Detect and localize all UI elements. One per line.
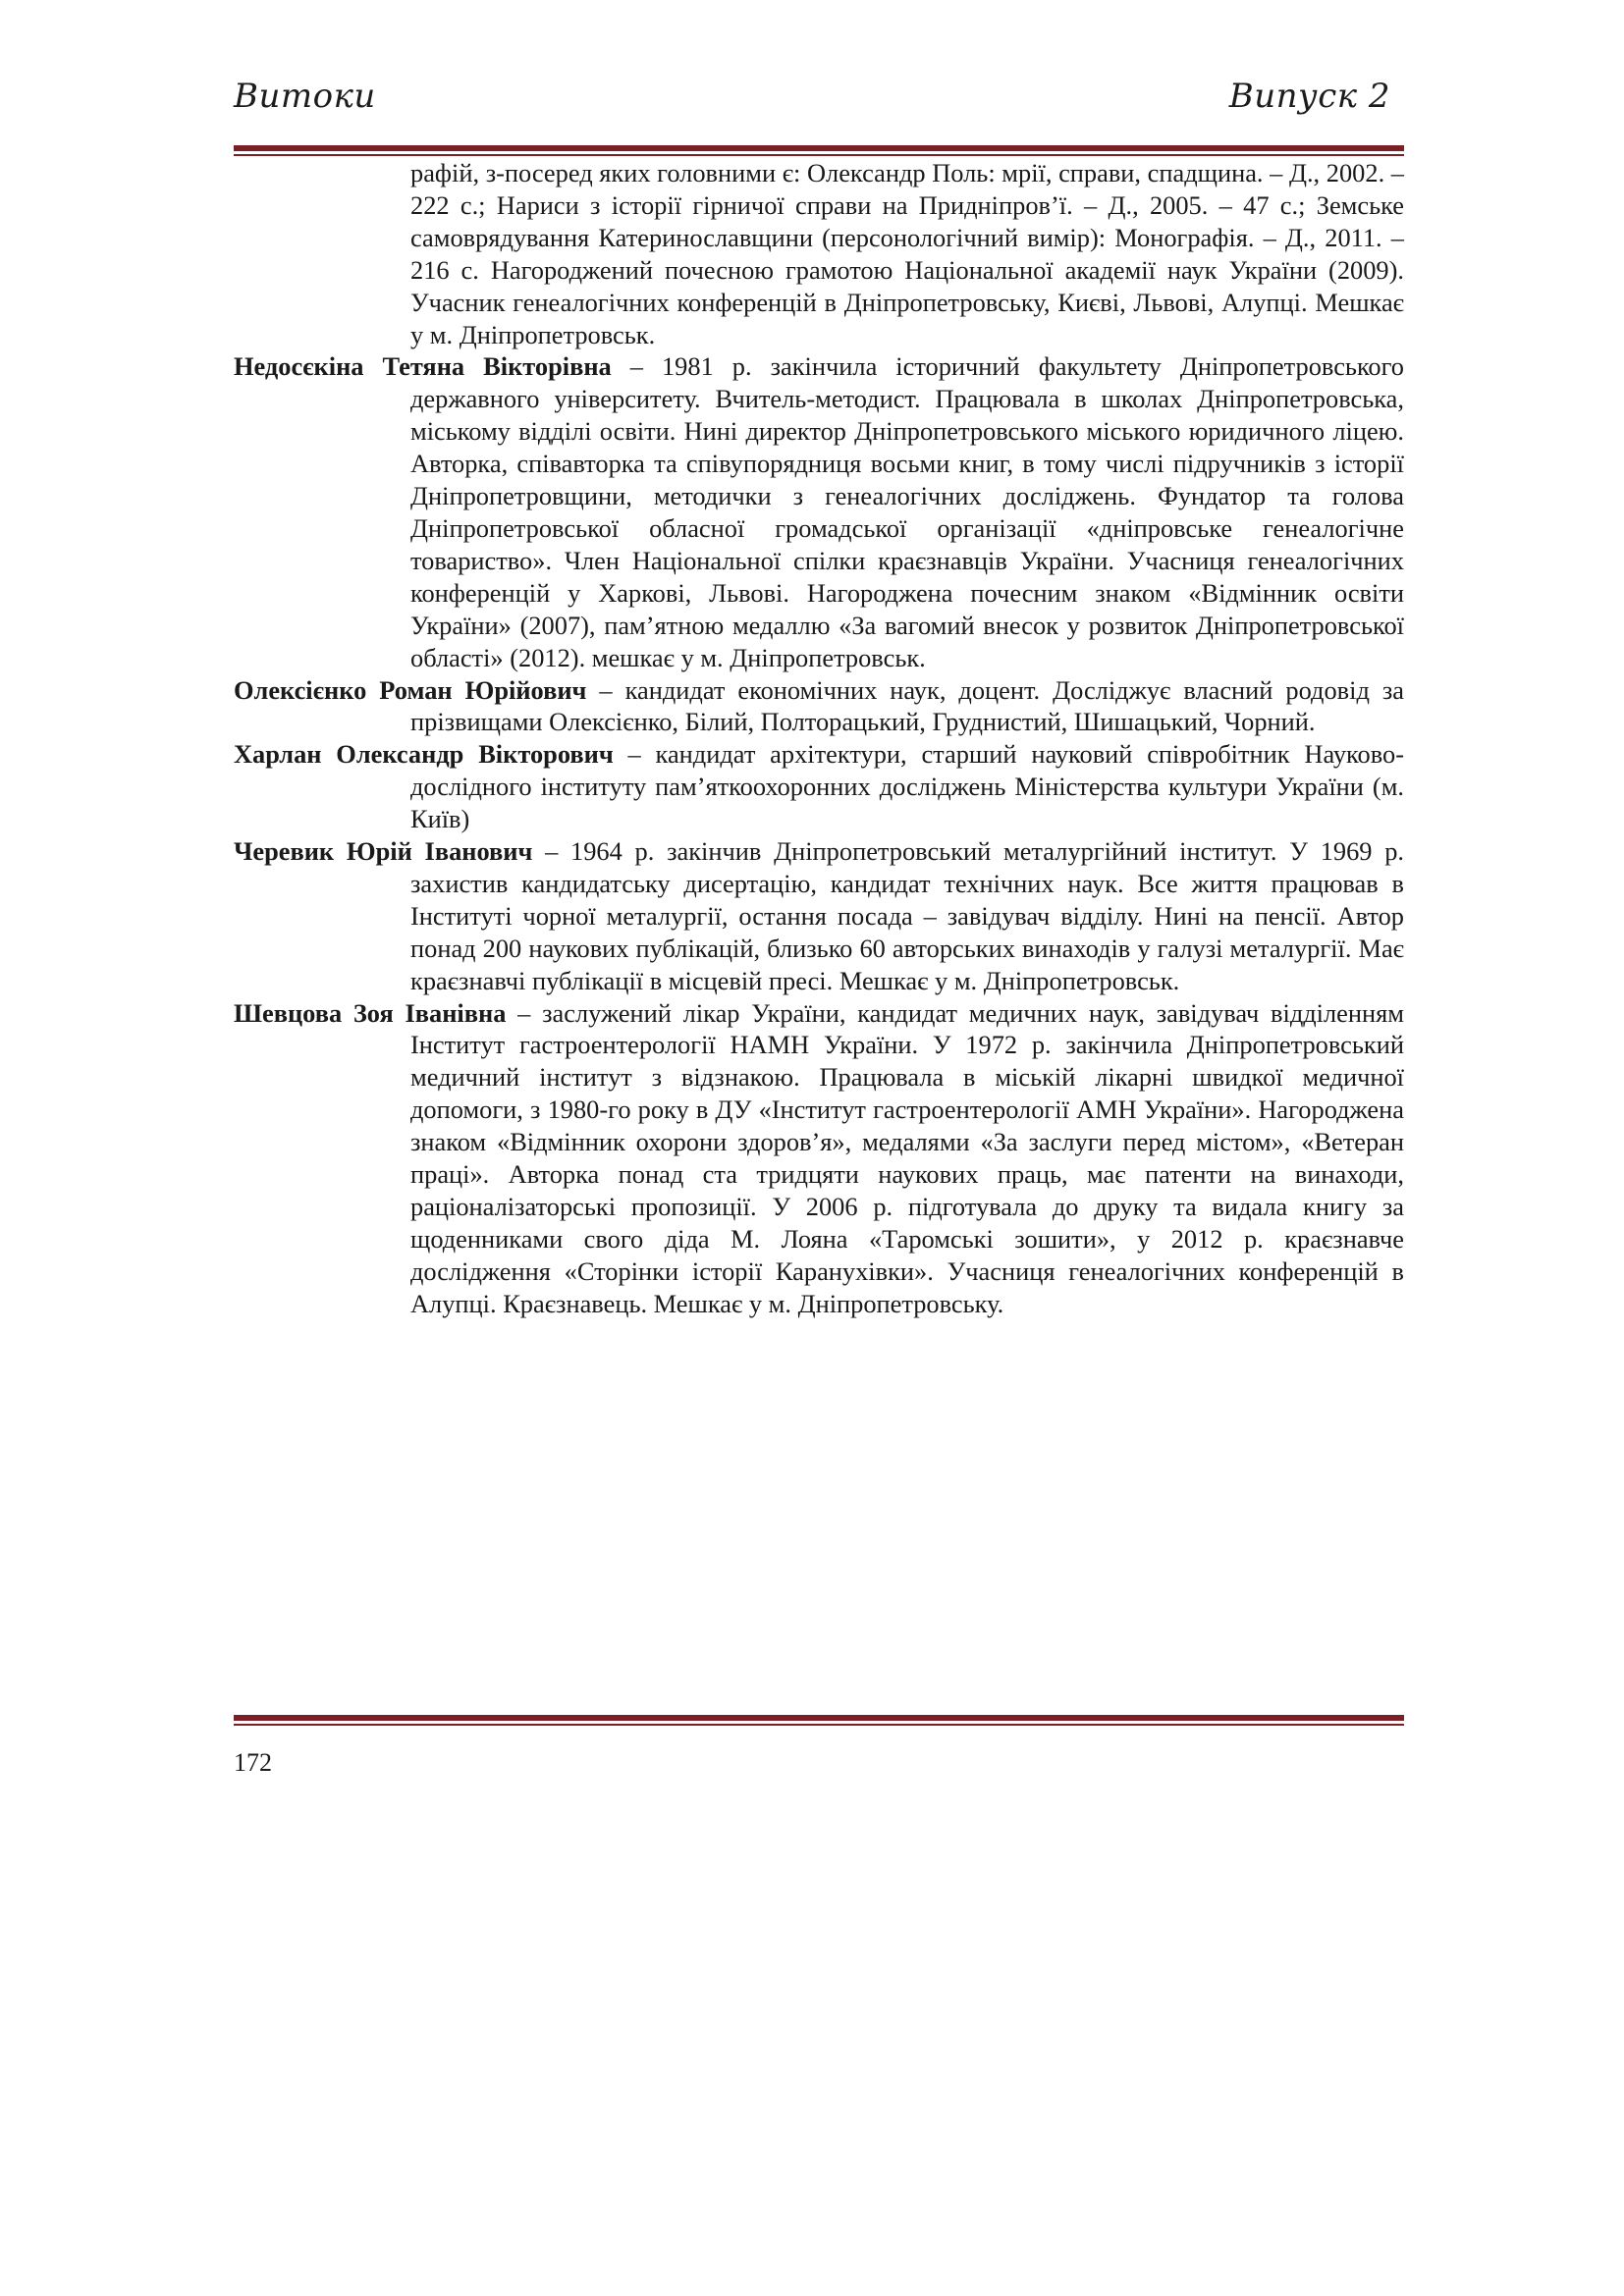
page-number: 172 [234,1748,272,1777]
entry-name: Недосєкіна Тетяна Вікторівна [234,351,612,382]
entry-name: Олексієнко Роман Юрійович [234,674,587,705]
biography-entry [234,738,1404,835]
issue-number: Випуск 2 [1228,77,1390,116]
biography-entry [234,997,1404,1320]
footer-rule-thin [234,1724,1404,1726]
footer-rule [234,1715,1404,1726]
entry-text: – кандидат архітектури, старший науковий співробітник Науково-дослідного інституту пам’яткоохоронних досліджень Міністерства культури України (м. Київ) [410,739,1404,834]
entry-name: Харлан Олександр Вікторович [234,739,614,770]
entry-name: Шевцова Зоя Іванівна [234,997,507,1028]
biography-entry [234,835,1404,997]
page-body [234,157,1404,1320]
continued-paragraph: рафій, з-посеред яких головними є: Олександр Поль: мрії, справи, спадщина. – Д., 2002. – 222 с.; Нариси з історії гірничої справи на Придніпров’ї. – Д., 2005. – 47 с.; Земське самоврядування Катеринославщини (персонологічний вимір): Монографія. – Д., 2011. – 216 с. Нагороджений почесною грамотою Національної академії наук України (2009). Учасник генеалогічних конференцій в Дніпропетровську, Києві, Львові, Алупці. Мешкає у м. Дніпропетровськ. [410,158,1404,349]
biography-entry [234,350,1404,673]
entry-name: Черевик Юрій Іванович [234,836,533,867]
entry-text: – 1964 р. закінчив Дніпропетровський металургійний інститут. У 1969 р. захистив кандидатську дисертацію, кандидат технічних наук. Все життя працював в Інституті чорної металургії, остання посада – завідувач відділу. Нині на пенсії. Автор понад 200 наукових публікацій, близько 60 авторських винаходів у галузі металургії. Має краєзнавчі публікації в місцевій пресі. Мешкає у м. Дніпропетровськ. [410,836,1405,995]
entry-text: – 1981 р. закінчила історичний факультету Дніпропетровського державного університету. Вчитель-методист. Працювала в школах Дніпропетровська, міському відділі освіти. Нині директор Дніпропетровського міського юридичного ліцею. Авторка, співавторка та співупорядниця восьми книг, в тому числі підручників з історії Дніпропетровщини, методички з генеалогічних досліджень. Фундатор та голова Дніпропетровської обласної громадської організації «дніпровське генеалогічне товариство». Член Національної спілки краєзнавців України. Учасниця генеалогічних конференцій у Харкові, Львові. Нагороджена почесним знаком «Відмінник освіти України» (2007), пам’ятною медаллю «За вагомий внесок у розвиток Дніпропетровської області» (2012). мешкає у м. Дніпропетровськ. [410,351,1404,672]
journal-title: Витоки [234,77,376,116]
header-rule [234,145,1404,156]
entry-text: – кандидат економічних наук, доцент. Досліджує власний родовід за прізвищами Олексієнко, Білий, Полторацький, Груднистий, Шишацький, Чорний. [410,674,1404,737]
header-rule-thin [234,154,1404,156]
footer-rule-thick [234,1715,1404,1721]
entry-text: – заслужений лікар України, кандидат медичних наук, завідувач відділенням Інститут гастроентерології НАМН України. У 1972 р. закінчила Дніпропетровський медичний інститут з відзнакою. Працювала в міській лікарні швидкої медичної допомоги, з 1980-го року в ДУ «Інститут гастроентерології АМН України». Нагороджена знаком «Відмінник охорони здоров’я», медалями «За заслуги перед містом», «Ветеран праці». Авторка понад ста тридцяти наукових праць, має патенти на винаходи, раціоналізаторські пропозиції. У 2006 р. підготувала до друку та видала книгу за щоденниками свого діда М. Лояна «Таромські зошити», у 2012 р. краєзнавче дослідження «Сторінки історії Каранухівки». Учасниця генеалогічних конференцій в Алупці. Краєзнавець. Мешкає у м. Дніпропетровську. [410,997,1404,1318]
biography-entry [234,674,1404,739]
header-rule-thick [234,145,1404,151]
